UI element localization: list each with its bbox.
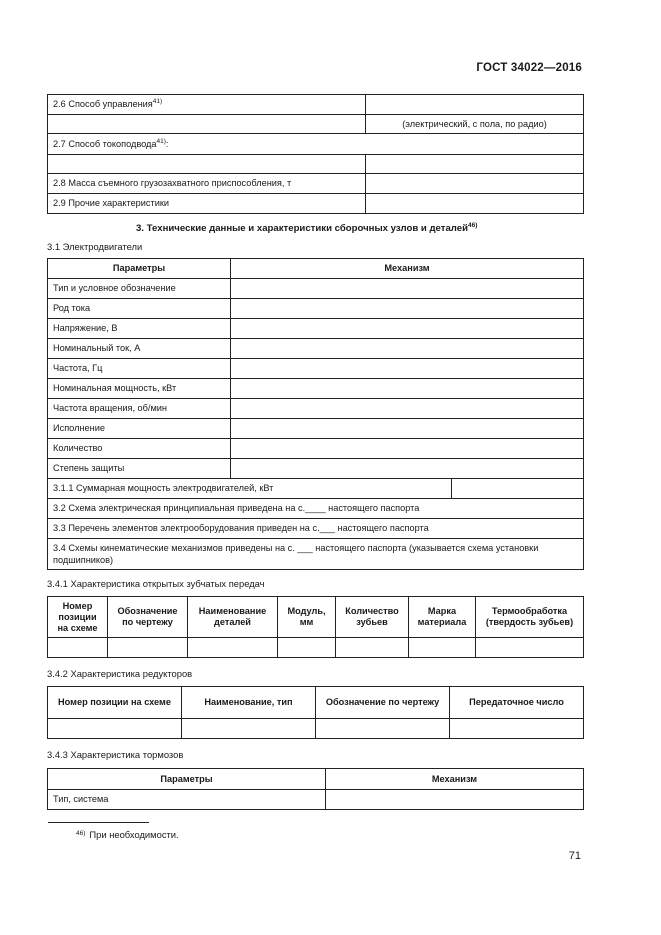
gears-table [47, 596, 584, 658]
param-label: Частота вращения, об/мин [48, 399, 231, 419]
col-header: Количество зубьев [336, 597, 409, 638]
table-row [48, 319, 584, 339]
col-header-mechanism: Механизм [231, 259, 584, 279]
col-header: Обозначение по чертежу [316, 687, 450, 719]
row-2-6-blank[interactable] [48, 115, 366, 134]
table-row [48, 419, 584, 439]
cell[interactable] [316, 719, 450, 739]
param-label: Род тока [48, 299, 231, 319]
col-header: Наименование, тип [182, 687, 316, 719]
cell[interactable] [450, 719, 584, 739]
param-value[interactable] [231, 459, 584, 479]
brakes-table [47, 768, 584, 810]
table-row [48, 359, 584, 379]
cell[interactable] [278, 638, 336, 658]
table-row [48, 379, 584, 399]
cell[interactable] [336, 638, 409, 658]
footnote: $^{46)}$ При необходимости. [76, 829, 179, 840]
param-label: Тип, система [48, 790, 326, 810]
table-row [48, 279, 584, 299]
table-row [48, 519, 584, 539]
table-header-row [48, 597, 584, 638]
reducers-table [47, 686, 584, 739]
row-2-9-value[interactable] [366, 194, 584, 214]
table-row [48, 399, 584, 419]
param-value[interactable] [326, 790, 584, 810]
param-label: Количество [48, 439, 231, 459]
row-2-7-label: 2.7 Способ токоподвода$^{41)}$: [48, 134, 584, 155]
table-header-row [48, 259, 584, 279]
table-row [48, 134, 584, 155]
row-2-6-value[interactable] [366, 95, 584, 115]
col-header-params: Параметры [48, 259, 231, 279]
row-3-3: 3.3 Перечень элементов электрооборудования приведен на с.___ настоящего паспорта [48, 519, 584, 539]
table-row [48, 459, 584, 479]
param-value[interactable] [231, 379, 584, 399]
electric-motors-table [47, 258, 584, 570]
table-row [48, 299, 584, 319]
param-value[interactable] [231, 419, 584, 439]
document-code: ГОСТ 34022—2016 [476, 62, 582, 74]
col-header: Наименование деталей [188, 597, 278, 638]
param-label: Частота, Гц [48, 359, 231, 379]
col-header: Номер позиции на схеме [48, 687, 182, 719]
param-value[interactable] [231, 279, 584, 299]
general-params-table [47, 94, 584, 214]
row-2-8-value[interactable] [366, 174, 584, 194]
page-number: 71 [568, 850, 581, 862]
param-value[interactable] [231, 399, 584, 419]
table-row [48, 479, 584, 499]
section-3-1-title: 3.1 Электродвигатели [47, 241, 143, 252]
table-header-row [48, 687, 584, 719]
cell[interactable] [48, 719, 182, 739]
param-label: Исполнение [48, 419, 231, 439]
col-header-params: Параметры [48, 769, 326, 790]
table-row [48, 499, 584, 519]
table-row [48, 115, 584, 134]
table-row [48, 174, 584, 194]
section-3-4-2-title: 3.4.2 Характеристика редукторов [47, 668, 193, 679]
table-row [48, 790, 584, 810]
param-label: Номинальная мощность, кВт [48, 379, 231, 399]
section-3-4-3-title: 3.4.3 Характеристика тормозов [47, 749, 184, 760]
param-value[interactable] [231, 319, 584, 339]
table-row [48, 95, 584, 115]
param-value[interactable] [231, 359, 584, 379]
param-value[interactable] [231, 339, 584, 359]
param-label: Степень защиты [48, 459, 231, 479]
cell[interactable] [182, 719, 316, 739]
param-value[interactable] [231, 299, 584, 319]
cell[interactable] [409, 638, 476, 658]
section-3-4-1-title: 3.4.1 Характеристика открытых зубчатых передач [47, 578, 265, 589]
table-row [48, 155, 584, 174]
param-label: Номинальный ток, А [48, 339, 231, 359]
table-row [48, 539, 584, 570]
table-row [48, 339, 584, 359]
row-2-6-label: 2.6 Способ управления$^{41)}$ [48, 95, 366, 115]
row-2-7-value[interactable] [366, 155, 584, 174]
param-value[interactable] [231, 439, 584, 459]
table-row [48, 638, 584, 658]
row-3-4: 3.4 Схемы кинематические механизмов приведены на с. ___ настоящего паспорта (указывается схема установки подшипников) [48, 539, 584, 570]
col-header-mechanism: Механизм [326, 769, 584, 790]
table-row [48, 719, 584, 739]
col-header: Передаточное число [450, 687, 584, 719]
cell[interactable] [48, 638, 108, 658]
row-2-8-label: 2.8 Масса съемного грузозахватного приспособления, т [48, 174, 366, 194]
row-3-1-1-label: 3.1.1 Суммарная мощность электродвигателей, кВт [48, 479, 452, 499]
section-3-title: 3. Технические данные и характеристики сборочных узлов и деталей$^{46)}$ [136, 222, 478, 234]
cell[interactable] [188, 638, 278, 658]
footnote-divider [48, 822, 149, 823]
param-label: Напряжение, В [48, 319, 231, 339]
cell[interactable] [476, 638, 584, 658]
col-header: Обозначение по чертежу [108, 597, 188, 638]
cell[interactable] [108, 638, 188, 658]
table-row [48, 439, 584, 459]
row-3-1-1-value[interactable] [452, 479, 584, 499]
table-row [48, 194, 584, 214]
col-header: Модуль, мм [278, 597, 336, 638]
row-3-2: 3.2 Схема электрическая принципиальная приведена на с.____ настоящего паспорта [48, 499, 584, 519]
col-header: Марка материала [409, 597, 476, 638]
row-2-7-blank[interactable] [48, 155, 366, 174]
row-2-9-label: 2.9 Прочие характеристики [48, 194, 366, 214]
col-header: Термообработка (твердость зубьев) [476, 597, 584, 638]
param-label: Тип и условное обозначение [48, 279, 231, 299]
table-header-row [48, 769, 584, 790]
row-2-6-hint: (электрический, с пола, по радио) [366, 115, 584, 134]
col-header: Номер позиции на схеме [48, 597, 108, 638]
